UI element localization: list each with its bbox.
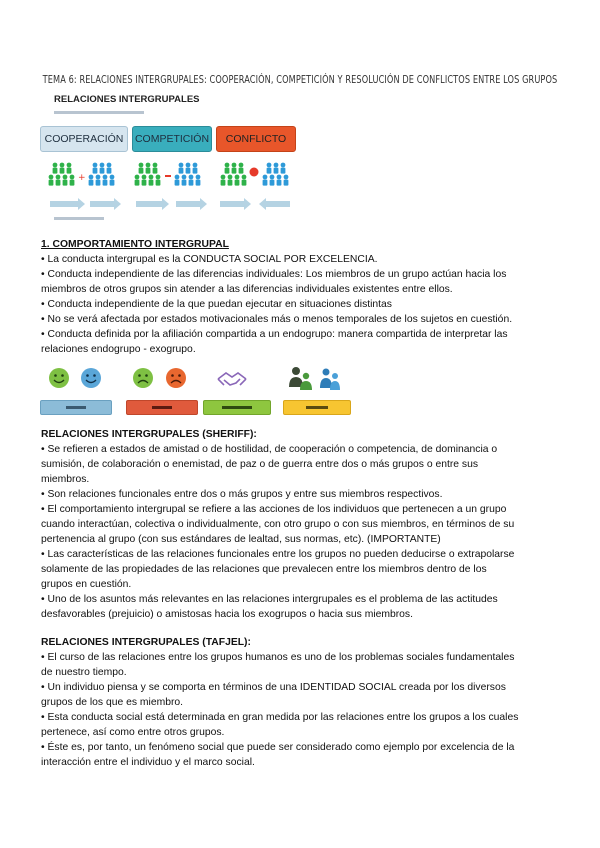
text-line: de nuestro tiempo. <box>41 667 127 678</box>
group-blue-icon <box>89 163 115 186</box>
figure-caption <box>54 216 104 223</box>
text-line: • La conducta intergrupal es la CONDUCTA SOCIAL POR EXCELENCIA. <box>41 254 378 265</box>
handshake-icon <box>218 373 246 385</box>
text-line: • Se refieren a estados de amistad o de hostilidad, de cooperación o competencia, de dominancia o <box>41 444 498 455</box>
label-tag <box>40 400 112 415</box>
text-line: solamente de las propiedades de las relaciones que prevalecen entre los miembros dentro de los <box>41 564 487 575</box>
sad-face-icon <box>133 368 153 388</box>
label-tag <box>283 400 351 415</box>
section-heading: 1. COMPORTAMIENTO INTERGRUPAL <box>41 239 229 250</box>
text-line: • El curso de las relaciones entre los grupos humanos es uno de los problemas sociales fundamentales <box>41 652 515 663</box>
page-title: TEMA 6: RELACIONES INTERGRUPALES: COOPERACIÓN, COMPETICIÓN Y RESOLUCIÓN DE CONFLICTOS ENTRE LOS GRUPOS <box>42 72 558 86</box>
group-green-icon <box>135 163 161 186</box>
label-tag <box>203 400 271 415</box>
text-line: miembros. <box>41 474 90 485</box>
group-green-icon <box>49 163 75 186</box>
text-line: desfavorables (prejuicio) o amistosas hacia los exogrupos o hacia sus miembros. <box>41 609 413 620</box>
text-line: • Éste es, por tanto, un fenómeno social que puede ser considerado como ejemplo por excelencia de la <box>41 742 515 753</box>
text-line: • Son relaciones funcionales entre dos o más grupos y entre sus miembros respectivos. <box>41 489 443 500</box>
minus-icon <box>165 175 171 177</box>
text-line: • Esta conducta social está determinada en gran medida por las relaciones entre los grupos a los cuales <box>41 712 519 723</box>
text-line: • Conducta independiente de la que puedan ejecutar en situaciones distintas <box>41 299 392 310</box>
attitudes-figure <box>40 365 340 417</box>
text-line: pertenencia al grupo (con sus estándares de lealtad, sus normas, etc). (IMPORTANTE) <box>41 534 441 545</box>
text-line: sumisión, de colaboración o enemistad, de paz o de guerra entre dos o más grupos o entre sus <box>41 459 478 470</box>
text-line: miembros de otros grupos sin atender a las diferencias individuales existentes entre ellos. <box>41 284 453 295</box>
text-line: • Las características de las relaciones funcionales entre los grupos no pueden deducirse o extrapolarse <box>41 549 515 560</box>
text-line: • No se verá afectada por estados motivacionales más o menos temporales de los sujetos en cuestión. <box>41 314 513 325</box>
label-tag <box>126 400 198 415</box>
conflict-box: CONFLICTO <box>216 126 296 152</box>
text-line: cuando interactúan, colectiva o individualmente, con otro grupo o con sus miembros, en términos de su <box>41 519 515 530</box>
figure-title: RELACIONES INTERGRUPALES <box>54 94 200 105</box>
happy-face-icon <box>81 368 101 388</box>
text-line: • Conducta definida por la afiliación compartida a un endogrupo: manera compartida de interpretar las <box>41 329 508 340</box>
arrows-icon <box>50 198 290 210</box>
group-green-icon <box>221 163 247 186</box>
users-icon <box>289 367 340 390</box>
text-line: • Uno de los asuntos más relevantes en las relaciones intergrupales es el problema de las actitudes <box>41 594 498 605</box>
group-blue-icon <box>263 163 289 186</box>
text-line: • Conducta independiente de las diferencias individuales: Los miembros de un grupo actúan hacia los <box>41 269 507 280</box>
document-body <box>41 237 561 770</box>
happy-face-icon <box>49 368 69 388</box>
text-line: relaciones endogrupo - exogrupo. <box>41 344 196 355</box>
text-line: interacción entre el individuo y el marco social. <box>41 757 255 768</box>
groups-illustration <box>38 158 308 216</box>
text-line: pertenece, así como entre otros grupos. <box>41 727 225 738</box>
text-line: grupos en cuestión. <box>41 579 132 590</box>
text-line: grupos de los que es miembro. <box>41 697 184 708</box>
plus-icon: + <box>78 173 86 183</box>
spacer <box>41 622 561 635</box>
group-blue-icon <box>175 163 201 186</box>
intergroup-relations-figure <box>38 92 308 224</box>
figure-subtitle <box>54 110 144 117</box>
clash-icon <box>250 168 259 177</box>
section-heading: RELACIONES INTERGRUPALES (TAFJEL): <box>41 637 251 648</box>
sad-face-icon <box>166 368 186 388</box>
competition-box: COMPETICIÓN <box>132 126 212 152</box>
section-heading: RELACIONES INTERGRUPALES (SHERIFF): <box>41 429 257 440</box>
attitudes-icons <box>40 365 360 399</box>
text-line: • El comportamiento intergrupal se refiere a las acciones de los individuos que pertenecen a un grupo <box>41 504 507 515</box>
cooperation-box: COOPERACIÓN <box>40 126 128 152</box>
text-line: • Un individuo piensa y se comporta en términos de una IDENTIDAD SOCIAL creada por los diversos <box>41 682 506 693</box>
